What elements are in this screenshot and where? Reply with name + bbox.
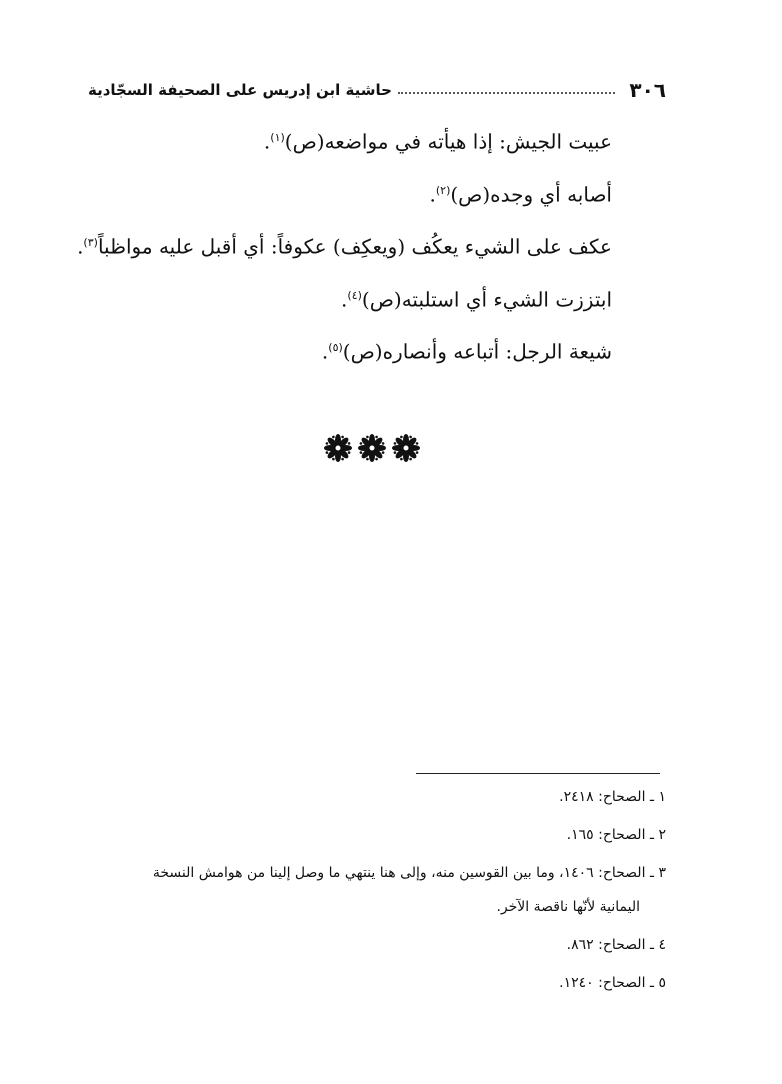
glossary-entry: شيعة الرجل: أتباعه وأنصاره(ص)$^{(٥)}$.	[321, 339, 612, 364]
footnote-marker[interactable]: (١)	[270, 131, 285, 144]
footnote-separator	[416, 773, 660, 774]
page-number: ٣٠٦	[629, 78, 666, 102]
glossary-entry: أصابه أي وجده(ص)$^{(٢)}$.	[429, 182, 612, 207]
glossary-entry: عبيت الجيش: إذا هيأته في مواضعه(ص)$^{(١)}$.	[263, 129, 612, 154]
flower-ornament-icon	[323, 433, 353, 463]
section-ornament	[322, 428, 422, 468]
flower-ornament-icon	[357, 433, 387, 463]
glossary-entry: عكف على الشيء يعكُف (ويعكِف) عكوفاً: أي أقبل عليه مواظباً$^{(٣)}$.	[77, 234, 612, 259]
footnotes	[78, 787, 666, 1011]
flower-ornament-icon	[391, 433, 421, 463]
running-title: حاشية ابن إدريس على الصحيفة السجّادية	[88, 81, 392, 99]
footnote-marker[interactable]: (٤)	[347, 288, 362, 302]
dotted-leader	[398, 92, 615, 94]
footnote-item: ٥ ـ الصحاح: ١٢٤٠.	[559, 975, 666, 991]
glossary-entries	[77, 124, 612, 387]
footnote-item: ١ ـ الصحاح: ٢٤١٨.	[559, 789, 666, 805]
glossary-entry: ابتززت الشيء أي استلبته(ص)$^{(٤)}$.	[341, 287, 612, 312]
footnote-item: ٢ ـ الصحاح: ١٦٥.	[566, 827, 666, 843]
footnote-item: ٣ ـ الصحاح: ١٤٠٦، وما بين القوسين منه، وإلى هنا ينتهي ما وصل إلينا من هوامش النسخة اليمانية لأنّها ناقصة الآخر.	[78, 863, 666, 917]
footnote-marker[interactable]: (٢)	[435, 183, 451, 197]
footnote-marker[interactable]: (٥)	[328, 341, 343, 354]
footnote-item: ٤ ـ الصحاح: ٨٦٢.	[566, 937, 666, 953]
footnote-marker[interactable]: (٣)	[83, 236, 98, 249]
running-header	[88, 76, 666, 104]
footnote-continuation: اليمانية لأنّها ناقصة الآخر.	[496, 899, 640, 915]
